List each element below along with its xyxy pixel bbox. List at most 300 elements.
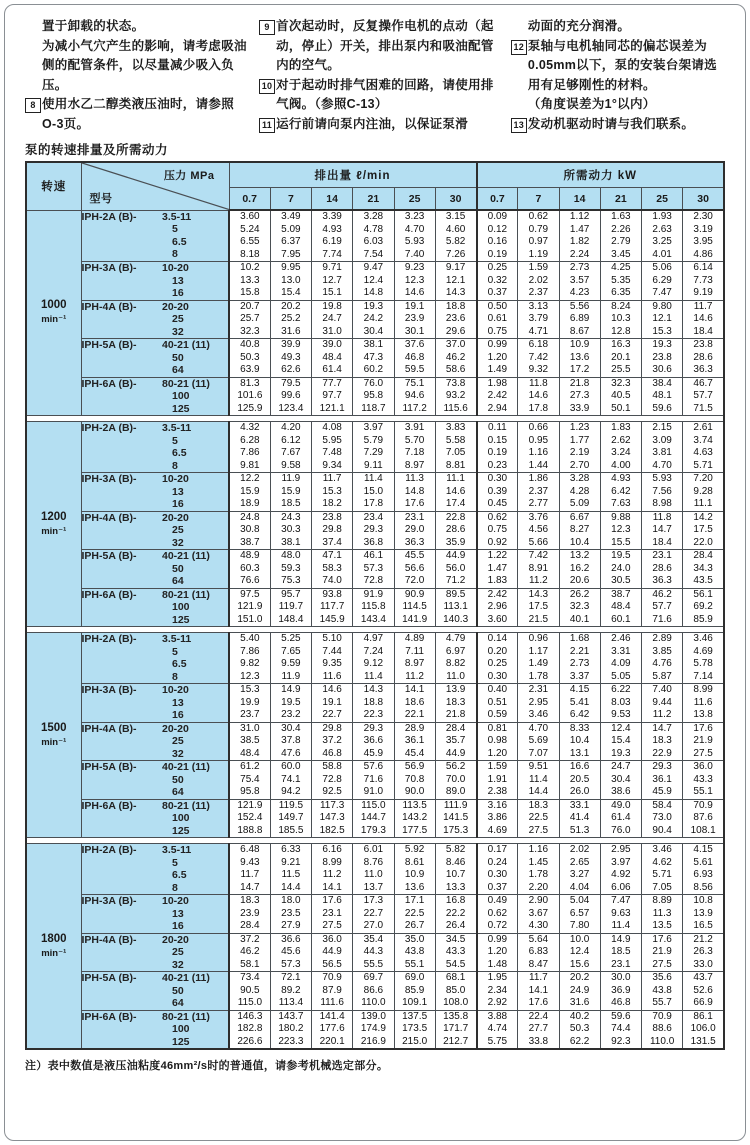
- power-cell: 0.25 0.32 0.37: [477, 262, 518, 301]
- discharge-cell: 35.0 43.8 55.1: [394, 933, 435, 972]
- power-cell: 14.7 18.3 22.9: [642, 722, 683, 761]
- power-cell: 56.1 69.2 85.9: [683, 588, 724, 627]
- table-row: [26, 210, 724, 262]
- note-number-box: 10: [259, 79, 275, 94]
- discharge-cell: 4.79 6.97 8.82 11.0: [435, 633, 476, 684]
- table-row: [26, 1010, 724, 1049]
- header-pressure-value: 21: [600, 188, 641, 211]
- power-cell: 20.2 24.9 31.6: [559, 972, 600, 1011]
- discharge-cell: 69.7 86.6 110.0: [353, 972, 394, 1011]
- power-cell: 2.89 3.85 4.76 5.87: [642, 633, 683, 684]
- model-name: IPH-4A (B)-: [81, 511, 137, 524]
- header-power-group: 所需动力 kW: [477, 162, 725, 188]
- discharge-cell: 60.0 74.1 94.2: [270, 761, 311, 800]
- discharge-cell: 29.8 37.2 46.8: [312, 722, 353, 761]
- discharge-cell: 20.2 25.2 31.6: [270, 300, 311, 339]
- note-text: 首次起动时，反复操作电机的点动（起动，停止）开关，排出泵内和吸油配管内的空气。: [276, 19, 494, 72]
- power-cell: 0.81 0.98 1.20: [477, 722, 518, 761]
- power-cell: 2.73 3.57 4.23: [559, 262, 600, 301]
- power-cell: 0.11 0.15 0.19 0.23: [477, 422, 518, 473]
- pressure-list: 10-20 13 16: [162, 473, 189, 510]
- model-cell: [81, 511, 229, 550]
- model-name: IPH-6A (B)-: [81, 1010, 137, 1023]
- note-number-box: 11: [259, 118, 275, 133]
- speed-group-1800: [26, 844, 724, 1050]
- pressure-list: 20-20 25 32: [162, 933, 189, 971]
- discharge-cell: 38.1 47.3 60.2: [353, 339, 394, 378]
- power-cell: 16.3 20.1 25.5: [600, 339, 641, 378]
- power-cell: 4.15 5.41 6.42: [559, 684, 600, 723]
- power-cell: 8.24 10.3 12.8: [600, 300, 641, 339]
- model-name: IPH-6A (B)-: [81, 377, 137, 390]
- model-name: IPH-2A (B)-: [81, 422, 137, 434]
- discharge-cell: 4.20 6.12 7.67 9.58: [270, 422, 311, 473]
- discharge-cell: 34.5 43.3 54.5: [435, 933, 476, 972]
- power-cell: 4.93 6.42 7.63: [600, 473, 641, 512]
- power-cell: 5.06 6.29 7.47: [642, 262, 683, 301]
- power-cell: 17.6 21.9 27.5: [683, 722, 724, 761]
- footnote: 注）表中数值是液压油粘度46mm²/s时的普通值，请参考机械选定部分。: [25, 1060, 389, 1072]
- power-cell: 10.8 13.9 16.5: [683, 895, 724, 934]
- model-cell: [81, 844, 229, 895]
- power-cell: 1.22 1.47 1.83: [477, 550, 518, 589]
- discharge-cell: 37.6 46.8 59.5: [394, 339, 435, 378]
- discharge-cell: 5.10 7.44 9.35 11.6: [312, 633, 353, 684]
- discharge-cell: 3.39 4.93 6.19 7.74: [312, 210, 353, 262]
- discharge-cell: 11.7 15.3 18.2: [312, 473, 353, 512]
- note-number-box: 9: [259, 20, 275, 35]
- power-cell: 0.99 1.20 1.49: [477, 339, 518, 378]
- power-cell: 21.2 26.3 33.0: [683, 933, 724, 972]
- discharge-cell: 11.9 15.9 18.5: [270, 473, 311, 512]
- power-cell: 7.47 9.63 11.4: [600, 895, 641, 934]
- pressure-list: 20-20 25 32: [162, 511, 189, 549]
- model-name: IPH-5A (B)-: [81, 761, 137, 773]
- discharge-cell: 90.9 114.5 141.9: [394, 588, 435, 627]
- discharge-cell: 17.1 22.5 26.7: [394, 895, 435, 934]
- power-cell: 19.5 24.0 30.5: [600, 550, 641, 589]
- model-name: IPH-6A (B)-: [81, 588, 137, 601]
- discharge-cell: 28.9 36.1 45.4: [394, 722, 435, 761]
- table-row: [26, 511, 724, 550]
- discharge-cell: 61.2 75.4 95.8: [229, 761, 270, 800]
- speed-cell: 1800 min⁻¹: [26, 844, 81, 1050]
- power-cell: 1.16 1.45 1.78 2.20: [518, 844, 559, 895]
- model-cell: [81, 262, 229, 301]
- notes-column: [259, 17, 499, 134]
- pressure-list: 10-20 13 16: [162, 262, 189, 299]
- discharge-cell: 5.40 7.86 9.82 12.3: [229, 633, 270, 684]
- note-text: 发动机驱动时请与我们联系。: [527, 116, 695, 131]
- model-name: IPH-2A (B)-: [81, 633, 137, 645]
- power-cell: 8.33 10.4 13.1: [559, 722, 600, 761]
- discharge-cell: 24.8 30.8 38.7: [229, 511, 270, 550]
- model-cell: [81, 684, 229, 723]
- note-item: [511, 115, 725, 135]
- power-cell: 35.6 43.8 55.7: [642, 972, 683, 1011]
- pressure-list: 40-21 (11) 50 64: [162, 761, 210, 798]
- discharge-cell: 14.3 18.8 22.3: [353, 684, 394, 723]
- discharge-cell: 113.5 143.2 177.5: [394, 799, 435, 838]
- model-name: IPH-3A (B)-: [81, 473, 137, 485]
- power-cell: 23.1 28.6 36.3: [642, 550, 683, 589]
- power-cell: 5.56 6.89 8.67: [559, 300, 600, 339]
- discharge-cell: 15.3 19.9 23.7: [229, 684, 270, 723]
- table-row: [26, 722, 724, 761]
- model-cell: [81, 1010, 229, 1049]
- discharge-cell: 48.9 60.3 76.6: [229, 550, 270, 589]
- table-row: [26, 300, 724, 339]
- table-row: [26, 895, 724, 934]
- header-pressure-value: 25: [642, 188, 683, 211]
- header-model-label: 型号: [89, 192, 113, 205]
- power-cell: 40.2 50.3 62.2: [559, 1010, 600, 1049]
- discharge-cell: 20.7 25.7 32.3: [229, 300, 270, 339]
- header-pressure-value: 7: [270, 188, 311, 211]
- discharge-cell: 3.49 5.09 6.37 7.95: [270, 210, 311, 262]
- power-cell: 4.15 5.61 6.93 8.56: [683, 844, 724, 895]
- discharge-cell: 58.8 72.8 92.5: [312, 761, 353, 800]
- power-cell: 43.7 52.6 66.9: [683, 972, 724, 1011]
- discharge-cell: 18.0 23.5 27.9: [270, 895, 311, 934]
- discharge-cell: 6.33 9.21 11.5 14.4: [270, 844, 311, 895]
- model-cell: [81, 300, 229, 339]
- power-cell: 26.2 32.3 40.1: [559, 588, 600, 627]
- discharge-cell: 91.9 115.8 143.4: [353, 588, 394, 627]
- power-cell: 1.68 2.21 2.73 3.37: [559, 633, 600, 684]
- model-name: IPH-4A (B)-: [81, 933, 137, 946]
- header-pressure-value: 0.7: [477, 188, 518, 211]
- power-cell: 6.67 8.27 10.4: [559, 511, 600, 550]
- power-cell: 0.50 0.61 0.75: [477, 300, 518, 339]
- power-cell: 30.0 36.9 46.8: [600, 972, 641, 1011]
- discharge-cell: 93.8 117.7 145.9: [312, 588, 353, 627]
- power-cell: 2.61 3.74 4.63 5.71: [683, 422, 724, 473]
- discharge-cell: 47.1 58.3 74.0: [312, 550, 353, 589]
- pressure-list: 3.5-11 5 6.5 8: [162, 210, 192, 261]
- discharge-cell: 146.3 182.8 226.6: [229, 1010, 270, 1049]
- discharge-cell: 17.3 22.7 27.0: [353, 895, 394, 934]
- discharge-cell: 6.48 9.43 11.7 14.7: [229, 844, 270, 895]
- header-model-pressure: [81, 162, 229, 210]
- discharge-cell: 36.0 44.9 56.5: [312, 933, 353, 972]
- note-text: 动面的充分润滑。: [527, 19, 631, 33]
- discharge-cell: 73.8 93.2 115.6: [435, 377, 476, 416]
- header-pressure-value: 21: [353, 188, 394, 211]
- model-name: IPH-4A (B)-: [81, 722, 137, 735]
- discharge-cell: 40.8 50.3 63.9: [229, 339, 270, 378]
- discharge-cell: 4.89 7.11 8.97 11.2: [394, 633, 435, 684]
- discharge-cell: 23.1 29.0 36.3: [394, 511, 435, 550]
- discharge-cell: 17.6 23.1 27.5: [312, 895, 353, 934]
- model-cell: [81, 550, 229, 589]
- power-cell: 49.0 61.4 76.0: [600, 799, 641, 838]
- discharge-cell: 36.6 45.6 57.3: [270, 933, 311, 972]
- power-cell: 38.7 48.4 60.1: [600, 588, 641, 627]
- discharge-cell: 35.4 44.3 55.5: [353, 933, 394, 972]
- discharge-cell: 14.6 19.1 22.7: [312, 684, 353, 723]
- model-cell: [81, 633, 229, 684]
- header-speed: 转速: [26, 162, 81, 210]
- power-cell: 2.30 3.19 3.95 4.86: [683, 210, 724, 262]
- power-cell: 2.42 2.96 3.60: [477, 588, 518, 627]
- model-cell: [81, 972, 229, 1011]
- discharge-cell: 11.3 14.8 17.6: [394, 473, 435, 512]
- discharge-cell: 16.8 22.2 26.4: [435, 895, 476, 934]
- pressure-list: 20-20 25 32: [162, 722, 189, 760]
- discharge-cell: 9.47 12.4 14.8: [353, 262, 394, 301]
- discharge-cell: 6.01 8.76 11.0 13.7: [353, 844, 394, 895]
- discharge-cell: 14.9 19.5 23.2: [270, 684, 311, 723]
- power-cell: 3.13 3.79 4.71: [518, 300, 559, 339]
- note-item: [511, 37, 725, 96]
- discharge-cell: 3.91 5.70 7.18 8.97: [394, 422, 435, 473]
- power-cell: 4.70 5.69 7.07: [518, 722, 559, 761]
- note-text: 泵轴与电机轴同芯的偏芯误差为0.05mm以下，泵的安装台架请选用有足够刚性的材料。: [527, 38, 717, 92]
- discharge-cell: 4.08 5.95 7.48 9.34: [312, 422, 353, 473]
- power-cell: 13.2 16.2 20.6: [559, 550, 600, 589]
- power-cell: 17.6 21.9 27.5: [642, 933, 683, 972]
- power-cell: 6.14 7.73 9.19: [683, 262, 724, 301]
- discharge-cell: 18.3 23.9 28.4: [229, 895, 270, 934]
- power-cell: 16.6 20.5 26.0: [559, 761, 600, 800]
- power-cell: 32.3 40.5 50.1: [600, 377, 641, 416]
- discharge-cell: 115.0 144.7 179.3: [353, 799, 394, 838]
- discharge-cell: 97.5 121.9 151.0: [229, 588, 270, 627]
- power-cell: 1.98 2.42 2.94: [477, 377, 518, 416]
- discharge-cell: 89.5 113.1 140.3: [435, 588, 476, 627]
- discharge-cell: 81.3 101.6 125.9: [229, 377, 270, 416]
- pressure-list: 40-21 (11) 50 64: [162, 972, 210, 1009]
- power-cell: 8.99 11.6 13.8: [683, 684, 724, 723]
- power-cell: 19.3 23.8 30.6: [642, 339, 683, 378]
- speed-group-1200: [26, 422, 724, 627]
- note-item: [511, 17, 725, 37]
- discharge-cell: 137.5 173.5 215.0: [394, 1010, 435, 1049]
- discharge-cell: 4.32 6.28 7.86 9.81: [229, 422, 270, 473]
- discharge-cell: 19.1 23.9 30.1: [394, 300, 435, 339]
- power-cell: 0.30 0.39 0.45: [477, 473, 518, 512]
- model-cell: [81, 377, 229, 416]
- model-name: IPH-3A (B)-: [81, 684, 137, 696]
- model-name: IPH-5A (B)-: [81, 339, 137, 351]
- header-pressure-label: 压力 MPa: [163, 170, 215, 182]
- note-text: 使用水乙二醇类液压油时，请参照O-3页。: [42, 97, 235, 131]
- note-item: [25, 37, 247, 96]
- power-cell: 38.4 48.1 59.6: [642, 377, 683, 416]
- discharge-cell: 75.1 94.6 117.2: [394, 377, 435, 416]
- pressure-list: 40-21 (11) 50 64: [162, 339, 210, 376]
- model-name: IPH-5A (B)-: [81, 972, 137, 984]
- power-cell: 18.3 22.5 27.5: [518, 799, 559, 838]
- discharge-cell: 3.97 5.79 7.29 9.11: [353, 422, 394, 473]
- table-row: [26, 844, 724, 895]
- discharge-cell: 79.5 99.6 123.4: [270, 377, 311, 416]
- model-name: IPH-5A (B)-: [81, 550, 137, 562]
- discharge-cell: 18.8 23.6 29.6: [435, 300, 476, 339]
- note-item: [25, 95, 247, 134]
- discharge-cell: 73.4 90.5 115.0: [229, 972, 270, 1011]
- model-cell: [81, 933, 229, 972]
- discharge-cell: 4.97 7.24 9.12 11.4: [353, 633, 394, 684]
- pressure-list: 3.5-11 5 6.5 8: [162, 844, 192, 894]
- power-cell: 28.4 34.3 43.5: [683, 550, 724, 589]
- power-cell: 0.09 0.12 0.16 0.19: [477, 210, 518, 262]
- speed-cell: 1000 min⁻¹: [26, 210, 81, 416]
- header-pressure-value: 30: [683, 188, 724, 211]
- model-cell: [81, 422, 229, 473]
- power-cell: 86.1 106.0 131.5: [683, 1010, 724, 1049]
- discharge-cell: 57.6 71.6 91.0: [353, 761, 394, 800]
- notes-column: [511, 17, 725, 134]
- note-item: [511, 95, 725, 115]
- pressure-list: 40-21 (11) 50 64: [162, 550, 210, 587]
- power-cell: 7.40 9.44 11.2: [642, 684, 683, 723]
- power-cell: 6.22 8.03 9.53: [600, 684, 641, 723]
- power-cell: 23.8 28.6 36.3: [683, 339, 724, 378]
- discharge-cell: 121.9 152.4 188.8: [229, 799, 270, 838]
- power-cell: 1.93 2.63 3.25 4.01: [642, 210, 683, 262]
- discharge-cell: 10.2 13.3 15.8: [229, 262, 270, 301]
- power-cell: 36.0 43.3 55.1: [683, 761, 724, 800]
- notes-section: [25, 17, 725, 134]
- discharge-cell: 11.4 15.0 17.8: [353, 473, 394, 512]
- table-row: [26, 799, 724, 838]
- power-cell: 12.4 15.4 19.3: [600, 722, 641, 761]
- discharge-cell: 68.1 85.0 108.0: [435, 972, 476, 1011]
- discharge-cell: 76.0 95.8 118.7: [353, 377, 394, 416]
- power-cell: 2.90 3.67 4.30: [518, 895, 559, 934]
- power-cell: 1.23 1.77 2.19 2.70: [559, 422, 600, 473]
- note-item: [259, 115, 499, 135]
- power-cell: 10.9 13.6 17.2: [559, 339, 600, 378]
- power-cell: 3.16 3.86 4.69: [477, 799, 518, 838]
- power-cell: 0.14 0.20 0.25 0.30: [477, 633, 518, 684]
- power-cell: 2.31 2.95 3.46: [518, 684, 559, 723]
- note-text: 对于起动时排气困难的回路，请使用排气阀。（参照C-13）: [276, 77, 494, 111]
- model-name: IPH-3A (B)-: [81, 895, 137, 907]
- note-text: （角度误差为1°以内）: [527, 97, 656, 111]
- power-cell: 70.9 88.6 110.0: [642, 1010, 683, 1049]
- discharge-cell: 69.0 85.9 109.1: [394, 972, 435, 1011]
- discharge-cell: 46.1 57.3 72.8: [353, 550, 394, 589]
- table-title: 泵的转速排量及所需动力: [25, 143, 169, 157]
- discharge-cell: 23.8 29.8 37.4: [312, 511, 353, 550]
- discharge-cell: 3.15 4.60 5.82 7.26: [435, 210, 476, 262]
- power-cell: 9.88 12.3 15.5: [600, 511, 641, 550]
- header-pressure-value: 0.7: [229, 188, 270, 211]
- power-cell: 0.49 0.62 0.72: [477, 895, 518, 934]
- discharge-cell: 111.9 141.5 175.3: [435, 799, 476, 838]
- table-row: [26, 633, 724, 684]
- discharge-cell: 28.4 35.7 44.9: [435, 722, 476, 761]
- pressure-list: 3.5-11 5 6.5 8: [162, 633, 192, 683]
- pressure-list: 10-20 13 16: [162, 684, 189, 721]
- power-cell: 14.3 17.5 21.5: [518, 588, 559, 627]
- discharge-cell: 5.25 7.65 9.59 11.9: [270, 633, 311, 684]
- power-cell: 1.86 2.37 2.77: [518, 473, 559, 512]
- discharge-cell: 141.4 177.6 220.1: [312, 1010, 353, 1049]
- power-cell: 0.66 0.95 1.16 1.44: [518, 422, 559, 473]
- table-row: [26, 588, 724, 627]
- note-item: [259, 17, 499, 76]
- discharge-cell: 72.1 89.2 113.4: [270, 972, 311, 1011]
- power-cell: 59.6 74.4 92.3: [600, 1010, 641, 1049]
- pressure-list: 80-21 (11) 100 125: [162, 799, 210, 837]
- model-cell: [81, 895, 229, 934]
- discharge-cell: 37.2 46.2 58.1: [229, 933, 270, 972]
- discharge-cell: 139.0 174.9 216.9: [353, 1010, 394, 1049]
- note-text: 为减小气穴产生的影响，请考虑吸油侧的配管条件，以尽量减少吸入负压。: [42, 38, 247, 92]
- model-cell: [81, 339, 229, 378]
- table-row: [26, 761, 724, 800]
- discharge-cell: 13.9 18.3 21.8: [435, 684, 476, 723]
- power-cell: 33.1 41.4 51.3: [559, 799, 600, 838]
- discharge-cell: 6.16 8.99 11.2 14.1: [312, 844, 353, 895]
- power-cell: 3.46 4.62 5.71 7.05: [642, 844, 683, 895]
- power-cell: 1.95 2.34 2.92: [477, 972, 518, 1011]
- discharge-cell: 45.5 56.6 72.0: [394, 550, 435, 589]
- power-cell: 7.20 9.28 11.1: [683, 473, 724, 512]
- discharge-cell: 39.0 48.4 61.4: [312, 339, 353, 378]
- note-text: 置于卸载的状态。: [42, 19, 145, 33]
- header-pressure-value: 7: [518, 188, 559, 211]
- note-number-box: 12: [511, 40, 527, 55]
- power-cell: 46.7 57.7 71.5: [683, 377, 724, 416]
- discharge-cell: 29.3 36.6 45.9: [353, 722, 394, 761]
- discharge-cell: 44.9 56.0 71.2: [435, 550, 476, 589]
- catalog-page: [4, 4, 746, 1141]
- header-pressure-value: 25: [394, 188, 435, 211]
- power-cell: 2.02 2.65 3.27 4.04: [559, 844, 600, 895]
- model-cell: [81, 473, 229, 512]
- discharge-cell: 19.8 24.7 31.0: [312, 300, 353, 339]
- header-pressure-value: 14: [312, 188, 353, 211]
- note-number-box: 13: [511, 118, 527, 133]
- table-row: [26, 473, 724, 512]
- discharge-cell: 143.7 180.2 223.3: [270, 1010, 311, 1049]
- table-row: [26, 933, 724, 972]
- power-cell: 9.80 12.1 15.3: [642, 300, 683, 339]
- pressure-list: 80-21 (11) 100 125: [162, 1010, 210, 1048]
- speed-group-1500: [26, 633, 724, 838]
- note-text: 运行前请向泵内注油，以保证泵滑: [276, 116, 469, 131]
- power-cell: 11.8 14.6 17.8: [518, 377, 559, 416]
- model-name: IPH-6A (B)-: [81, 799, 137, 812]
- power-cell: 2.95 3.97 4.92 6.06: [600, 844, 641, 895]
- power-cell: 3.76 4.56 5.66: [518, 511, 559, 550]
- pressure-list: 20-20 25 32: [162, 300, 189, 338]
- pressure-list: 3.5-11 5 6.5 8: [162, 422, 192, 472]
- discharge-cell: 9.95 13.0 15.4: [270, 262, 311, 301]
- power-cell: 1.59 2.02 2.37: [518, 262, 559, 301]
- discharge-cell: 23.4 29.3 36.8: [353, 511, 394, 550]
- discharge-cell: 12.2 15.9 18.9: [229, 473, 270, 512]
- power-cell: 3.28 4.28 5.09: [559, 473, 600, 512]
- power-cell: 4.25 5.35 6.35: [600, 262, 641, 301]
- table-row: [26, 550, 724, 589]
- note-item: [25, 17, 247, 37]
- discharge-cell: 77.7 97.7 121.1: [312, 377, 353, 416]
- discharge-cell: 56.2 70.0 89.0: [435, 761, 476, 800]
- power-cell: 11.7 14.6 18.4: [683, 300, 724, 339]
- header-pressure-value: 14: [559, 188, 600, 211]
- model-name: IPH-4A (B)-: [81, 300, 137, 313]
- model-cell: [81, 761, 229, 800]
- discharge-cell: 14.1 18.6 22.1: [394, 684, 435, 723]
- power-cell: 5.64 6.83 8.47: [518, 933, 559, 972]
- discharge-cell: 3.60 5.24 6.55 8.18: [229, 210, 270, 262]
